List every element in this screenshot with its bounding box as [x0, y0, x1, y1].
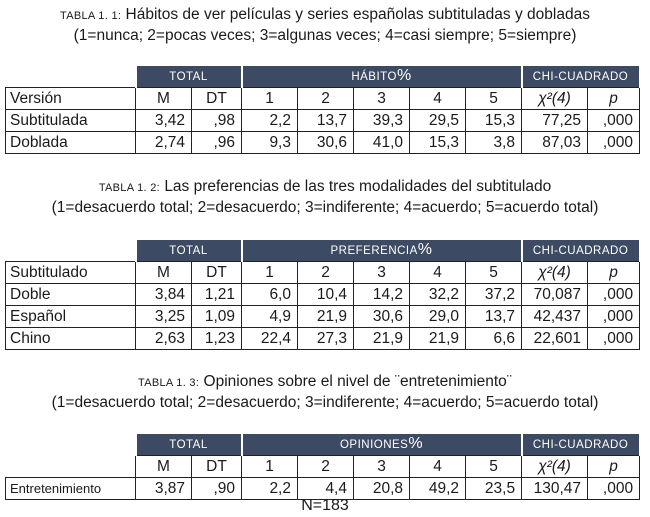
cell-5: 13,7	[466, 306, 522, 328]
table-row	[6, 306, 640, 328]
table3-col-p: p	[588, 456, 640, 478]
table2-group-mid: PREFERENCIA%	[242, 240, 522, 262]
cell-chi: 130,47	[522, 478, 588, 500]
cell-4: 21,9	[410, 328, 466, 350]
cell-4: 49,2	[410, 478, 466, 500]
table3-group-chi: CHI-CUADRADO	[522, 434, 640, 456]
cell-m: 2,74	[136, 132, 192, 154]
cell-4: 29,5	[410, 110, 466, 132]
row-label: Chino	[6, 328, 136, 350]
cell-dt: 1,21	[192, 284, 242, 306]
table-row	[6, 328, 640, 350]
table3-col-1: 1	[242, 456, 298, 478]
cell-3: 20,8	[354, 478, 410, 500]
cell-m: 3,84	[136, 284, 192, 306]
table2	[5, 240, 641, 350]
table1-group-mid: HÁBITO%	[242, 66, 522, 88]
cell-m: 3,25	[136, 306, 192, 328]
table3-col-5: 5	[466, 456, 522, 478]
table1-col-label: Versión	[6, 88, 136, 110]
cell-dt: ,98	[192, 110, 242, 132]
table2-caption	[0, 177, 650, 198]
table2-col-2: 2	[298, 262, 354, 284]
table2-col-chi: χ²(4)	[522, 262, 588, 284]
cell-5: 3,8	[466, 132, 522, 154]
table1-col-4: 4	[410, 88, 466, 110]
cell-p: ,000	[588, 478, 640, 500]
table1-tag: TABLA 1. 1:	[60, 10, 122, 22]
sample-size-footer: N=183	[301, 497, 349, 514]
row-label: Subtitulada	[6, 110, 136, 132]
table1-col-chi: χ²(4)	[522, 88, 588, 110]
cell-1: 9,3	[242, 132, 298, 154]
cell-chi: 77,25	[522, 110, 588, 132]
table2-group-total: TOTAL	[136, 240, 242, 262]
table3-col-3: 3	[354, 456, 410, 478]
table1-title: Hábitos de ver películas y series españolas subtituladas y dobladas	[125, 6, 590, 23]
table2-scale: (1=desacuerdo total; 2=desacuerdo; 3=indiferente; 4=acuerdo; 5=acuerdo total)	[51, 199, 599, 216]
table2-col-1: 1	[242, 262, 298, 284]
cell-m: 3,87	[136, 478, 192, 500]
cell-5: 6,6	[466, 328, 522, 350]
table2-title: Las preferencias de las tres modalidades del subtitulado	[164, 178, 552, 195]
cell-3: 39,3	[354, 110, 410, 132]
table3-col-chi: χ²(4)	[522, 456, 588, 478]
cell-1: 2,2	[242, 110, 298, 132]
table2-column-header	[6, 262, 640, 284]
table3-col-label	[6, 456, 136, 478]
cell-2: 4,4	[298, 478, 354, 500]
table-row	[6, 132, 640, 154]
table3-group-mid: OPINIONES%	[242, 434, 522, 456]
cell-3: 21,9	[354, 328, 410, 350]
table1-caption	[0, 5, 650, 26]
table3-caption	[0, 372, 650, 393]
cell-p: ,000	[588, 306, 640, 328]
table3-col-4: 4	[410, 456, 466, 478]
table2-tag: TABLA 1. 2:	[98, 182, 160, 194]
table2-col-dt: DT	[192, 262, 242, 284]
cell-dt: ,96	[192, 132, 242, 154]
table-row	[6, 110, 640, 132]
cell-1: 4,9	[242, 306, 298, 328]
cell-2: 30,6	[298, 132, 354, 154]
table1-group-chi: CHI-CUADRADO	[522, 66, 640, 88]
cell-p: ,000	[588, 132, 640, 154]
cell-chi: 87,03	[522, 132, 588, 154]
cell-4: 32,2	[410, 284, 466, 306]
cell-2: 21,9	[298, 306, 354, 328]
table2-col-m: M	[136, 262, 192, 284]
table2-col-label: Subtitulado	[6, 262, 136, 284]
cell-chi: 70,087	[522, 284, 588, 306]
cell-dt: 1,23	[192, 328, 242, 350]
cell-4: 15,3	[410, 132, 466, 154]
cell-dt: 1,09	[192, 306, 242, 328]
table2-col-p: p	[588, 262, 640, 284]
cell-5: 15,3	[466, 110, 522, 132]
table1-col-3: 3	[354, 88, 410, 110]
table-row	[6, 284, 640, 306]
table1-group-total: TOTAL	[136, 66, 242, 88]
row-label: Doblada	[6, 132, 136, 154]
table1-col-1: 1	[242, 88, 298, 110]
row-label: Entretenimiento	[6, 478, 136, 500]
table1-col-5: 5	[466, 88, 522, 110]
cell-1: 6,0	[242, 284, 298, 306]
table1-col-p: p	[588, 88, 640, 110]
table1-col-m: M	[136, 88, 192, 110]
table1-col-dt: DT	[192, 88, 242, 110]
cell-3: 30,6	[354, 306, 410, 328]
cell-1: 2,2	[242, 478, 298, 500]
table1-scale: (1=nunca; 2=pocas veces; 3=algunas veces; 4=casi siempre; 5=siempre)	[73, 27, 577, 44]
table3-col-m: M	[136, 456, 192, 478]
table1-col-2: 2	[298, 88, 354, 110]
cell-2: 27,3	[298, 328, 354, 350]
table3-group-total: TOTAL	[136, 434, 242, 456]
cell-p: ,000	[588, 110, 640, 132]
table2-group-chi: CHI-CUADRADO	[522, 240, 640, 262]
table2-col-4: 4	[410, 262, 466, 284]
row-label: Español	[6, 306, 136, 328]
cell-5: 23,5	[466, 478, 522, 500]
cell-3: 41,0	[354, 132, 410, 154]
table3-title: Opiniones sobre el nivel de ¨entretenimiento¨	[203, 373, 512, 390]
cell-4: 29,0	[410, 306, 466, 328]
cell-p: ,000	[588, 284, 640, 306]
cell-2: 13,7	[298, 110, 354, 132]
cell-m: 3,42	[136, 110, 192, 132]
table1	[5, 66, 641, 154]
cell-chi: 42,437	[522, 306, 588, 328]
table3	[5, 434, 641, 500]
table3-column-header	[6, 456, 640, 478]
table2-col-5: 5	[466, 262, 522, 284]
row-label: Doble	[6, 284, 136, 306]
table1-column-header	[6, 88, 640, 110]
table3-col-dt: DT	[192, 456, 242, 478]
cell-m: 2,63	[136, 328, 192, 350]
cell-dt: ,90	[192, 478, 242, 500]
table2-col-3: 3	[354, 262, 410, 284]
cell-p: ,000	[588, 328, 640, 350]
cell-2: 10,4	[298, 284, 354, 306]
cell-5: 37,2	[466, 284, 522, 306]
table3-tag: TABLA 1. 3:	[138, 377, 200, 389]
table3-col-2: 2	[298, 456, 354, 478]
cell-3: 14,2	[354, 284, 410, 306]
cell-chi: 22,601	[522, 328, 588, 350]
table3-scale: (1=desacuerdo total; 2=desacuerdo; 3=indiferente; 4=acuerdo; 5=acuerdo total)	[51, 394, 599, 411]
cell-1: 22,4	[242, 328, 298, 350]
